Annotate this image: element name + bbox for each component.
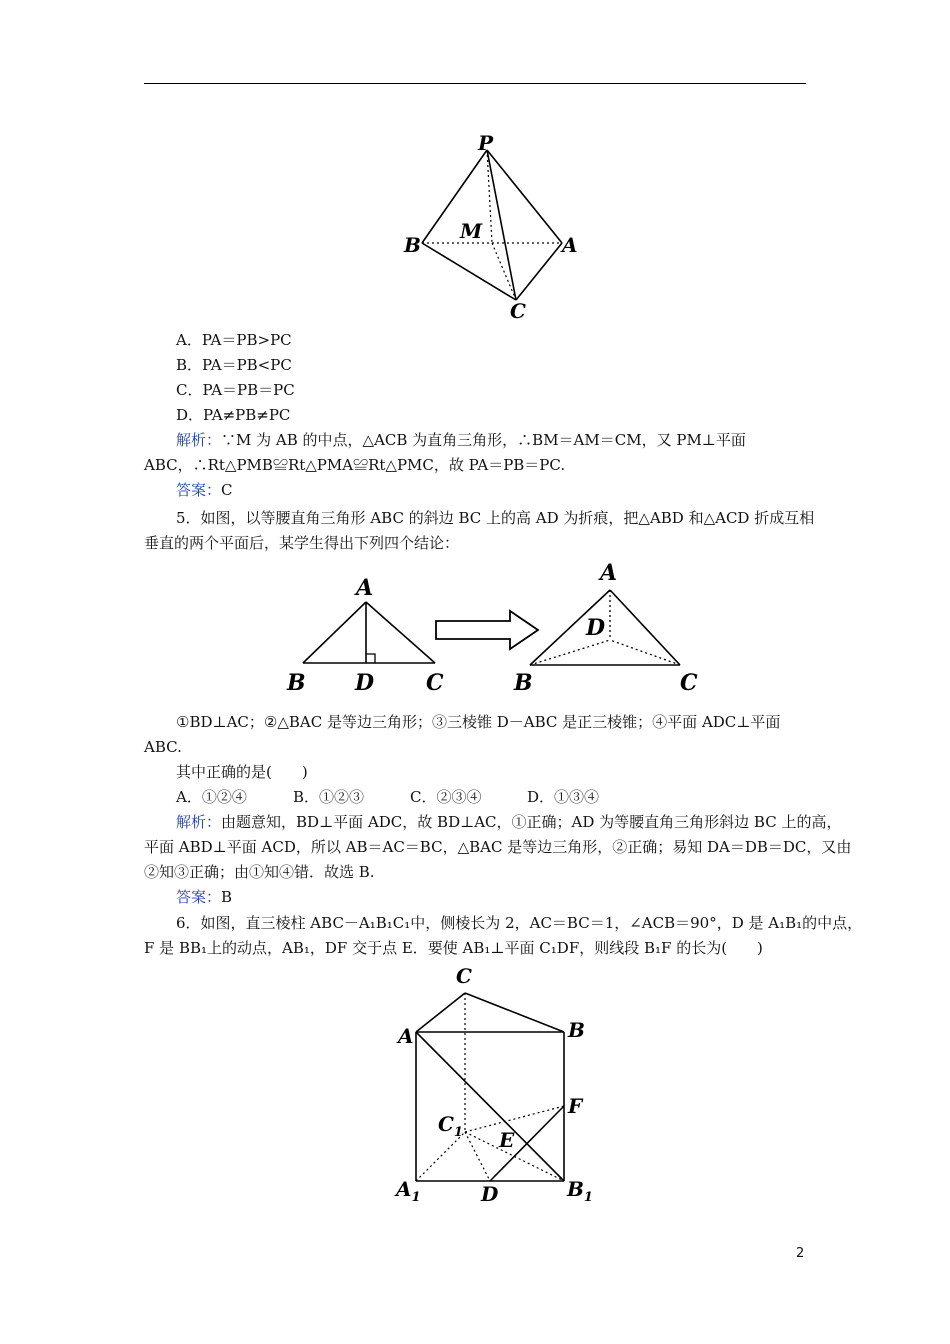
left-label-D: D [355, 670, 375, 696]
q4-analysis-line2: ABC，∴Rt△PMB≌Rt△PMA≌Rt△PMC，故 PA＝PB＝PC. [144, 456, 566, 474]
label-C: C [456, 964, 472, 988]
q4-option-c: C．PA＝PB＝PC [176, 381, 295, 399]
prism-figure [390, 960, 610, 1210]
label-C1: $C_1$ [438, 1112, 463, 1140]
right-label-B: B [514, 670, 533, 696]
q4-analysis [176, 430, 746, 450]
q4-option-b: B．PA＝PB<PC [176, 356, 292, 374]
answer-value: C [221, 481, 233, 499]
q5-option-b: B．①②③ [293, 788, 365, 806]
label-C: C [510, 299, 526, 323]
q6-stem-line2: F 是 BB₁上的动点，AB₁，DF 交于点 E．要使 AB₁⊥平面 C₁DF，则线段 B₁F 的长为( ) [144, 939, 763, 957]
q5-analysis-text: 由题意知，BD⊥平面 ADC，故 BD⊥AC，①正确；AD 为等腰直角三角形斜边 BC 上的高， [221, 813, 842, 831]
left-label-C: C [426, 670, 444, 696]
q4-analysis-text: ∵M 为 AB 的中点，△ACB 为直角三角形，∴BM＝AM＝CM，又 PM⊥平面 [221, 431, 746, 449]
answer-label: 答案： [176, 888, 222, 906]
q4-answer [176, 480, 233, 500]
pyramid-figure [390, 130, 590, 325]
right-label-A: A [600, 560, 618, 586]
q5-answer [176, 887, 232, 907]
folding-figure [280, 555, 720, 700]
label-B: B [404, 233, 421, 257]
label-P: P [478, 131, 494, 155]
label-A: A [562, 233, 578, 257]
q5-option-a: A．①②④ [176, 788, 247, 806]
label-E: E [499, 1128, 515, 1152]
q5-stem-line2: 垂直的两个平面后，某学生得出下列四个结论： [144, 534, 460, 552]
q5-analysis-line3: ②知③正确；由①知④错．故选 B. [144, 863, 375, 881]
analysis-label: 解析： [176, 431, 222, 449]
q5-analysis [176, 812, 841, 832]
q5-stem: 5．如图，以等腰直角三角形 ABC 的斜边 BC 上的高 AD 为折痕，把△ABD 和△ACD 折成互相 [176, 509, 815, 527]
q5-analysis-line2: 平面 ABD⊥平面 ACD，所以 AB＝AC＝BC，△BAC 是等边三角形，②正确；易知 DA＝DB＝DC，又由 [144, 838, 852, 856]
header-rule [144, 83, 806, 84]
right-label-C: C [680, 670, 698, 696]
left-label-A: A [356, 575, 374, 601]
page-number: 2 [796, 1246, 805, 1261]
label-B: B [568, 1018, 585, 1042]
answer-label: 答案： [176, 481, 222, 499]
q5-conclusions-line2: ABC. [144, 738, 182, 756]
q5-option-c: C．②③④ [410, 788, 482, 806]
label-D: D [481, 1182, 499, 1206]
label-F: F [568, 1094, 583, 1118]
right-label-D: D [586, 615, 606, 641]
left-label-B: B [287, 670, 306, 696]
label-M: M [460, 219, 483, 243]
q5-option-d: D．①③④ [527, 788, 600, 806]
analysis-label: 解析： [176, 813, 222, 831]
q5-conclusions: ①BD⊥AC；②△BAC 是等边三角形；③三棱锥 D－ABC 是正三棱锥；④平面 ADC⊥平面 [176, 713, 781, 731]
label-A1: $A_1$ [396, 1177, 421, 1205]
q4-option-d: D．PA≠PB≠PC [176, 406, 291, 424]
label-B1: $B_1$ [567, 1177, 593, 1205]
label-A: A [398, 1024, 414, 1048]
q4-option-a: A．PA＝PB>PC [176, 331, 292, 349]
answer-value: B [221, 888, 233, 906]
q5-question: 其中正确的是( ) [176, 763, 308, 781]
q6-stem: 6．如图，直三棱柱 ABC－A₁B₁C₁中，侧棱长为 2，AC＝BC＝1，∠ACB＝90°，D 是 A₁B₁的中点， [176, 914, 863, 932]
